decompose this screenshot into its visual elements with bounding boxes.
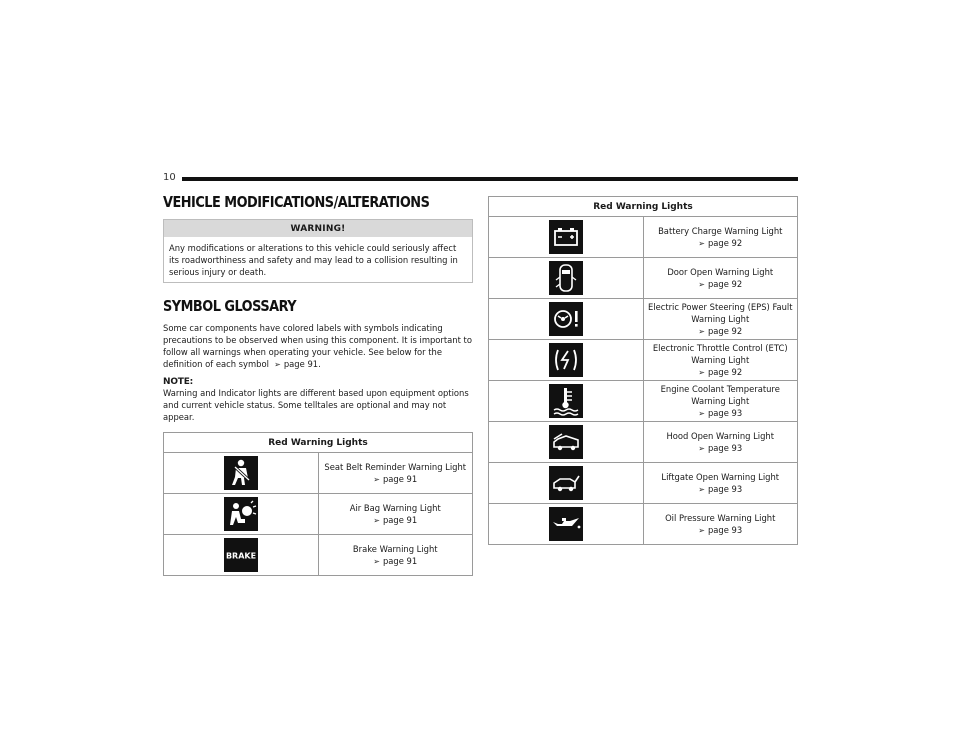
glossary-page-ref[interactable]: page 91. xyxy=(283,359,321,369)
oil-pressure-icon xyxy=(549,507,583,541)
brake-icon-text: BRAKE xyxy=(225,551,256,561)
page-ref-link[interactable]: page 92 xyxy=(707,366,743,377)
throttle-icon xyxy=(549,343,583,377)
page-ref-arrow-icon: ➢ xyxy=(373,474,380,484)
page-ref-arrow-icon: ➢ xyxy=(698,367,705,377)
section-title: VEHICLE MODIFICATIONS/ALTERATIONS xyxy=(163,193,430,211)
page-ref-link[interactable]: page 93 xyxy=(707,442,743,453)
row-label: Liftgate Open Warning Light xyxy=(661,471,780,482)
row-label: Battery Charge Warning Light xyxy=(658,225,783,236)
note-label: NOTE: xyxy=(163,377,194,387)
table-row xyxy=(489,463,798,504)
table-row xyxy=(164,494,473,535)
left-column xyxy=(163,193,473,576)
coolant-icon xyxy=(549,384,583,418)
header-rule xyxy=(182,177,798,181)
row-label: Electric Power Steering (EPS) Fault Warning Light xyxy=(647,301,793,324)
table-heading: Red Warning Lights xyxy=(164,433,473,453)
page-number: 10 xyxy=(163,172,176,183)
page-ref-link[interactable]: page 93 xyxy=(707,407,743,418)
page-ref-link[interactable]: page 93 xyxy=(707,483,743,494)
warning-box xyxy=(163,219,473,283)
row-label: Electronic Throttle Control (ETC) Warning Light xyxy=(652,342,788,365)
page-ref-arrow-icon: ➢ xyxy=(698,326,705,336)
row-label: Brake Warning Light xyxy=(352,543,438,554)
page-ref-link[interactable]: page 92 xyxy=(707,278,743,289)
glossary-text: Some car components have colored labels with symbols indicating precautions to be observed when using this component. It is important to follow all warnings when operating your vehicle. See below for the definition of each symbol xyxy=(163,323,472,369)
seat-belt-icon xyxy=(224,456,258,490)
warning-heading: WARNING! xyxy=(164,220,472,237)
page-ref-arrow-icon: ➢ xyxy=(698,279,705,289)
page-ref-arrow-icon: ➢ xyxy=(373,556,380,566)
table-row xyxy=(489,422,798,463)
page-ref-arrow-icon: ➢ xyxy=(698,408,705,418)
page-ref-link[interactable]: page 92 xyxy=(707,237,743,248)
air-bag-icon xyxy=(224,497,258,531)
page-ref-link[interactable]: page 91 xyxy=(382,473,418,484)
row-label: Hood Open Warning Light xyxy=(666,430,775,441)
table-row xyxy=(489,340,798,381)
row-label: Engine Coolant Temperature Warning Light xyxy=(660,383,780,406)
note-text: Warning and Indicator lights are different based upon equipment options and current vehicle status. Some telltales are optional and may not appear. xyxy=(163,388,469,422)
battery-icon xyxy=(549,220,583,254)
page-ref-link[interactable]: page 91 xyxy=(382,555,418,566)
door-open-icon xyxy=(549,261,583,295)
table-row xyxy=(164,535,473,576)
table-row xyxy=(489,258,798,299)
table-row xyxy=(164,453,473,494)
hood-open-icon xyxy=(549,425,583,459)
table-row xyxy=(489,299,798,340)
table-row xyxy=(489,504,798,545)
page-ref-arrow-icon: ➢ xyxy=(698,443,705,453)
page-ref-arrow-icon: ➢ xyxy=(698,525,705,535)
page-ref-link[interactable]: page 91 xyxy=(382,514,418,525)
table-row xyxy=(489,217,798,258)
row-label: Seat Belt Reminder Warning Light xyxy=(324,461,467,472)
red-warning-lights-table-left xyxy=(163,432,473,576)
row-label: Oil Pressure Warning Light xyxy=(665,512,776,523)
glossary-paragraph xyxy=(163,322,473,371)
page-ref-arrow-icon: ➢ xyxy=(698,238,705,248)
page-ref-link[interactable]: page 92 xyxy=(707,325,743,336)
row-label: Air Bag Warning Light xyxy=(349,502,441,513)
page-ref-arrow-icon: ➢ xyxy=(373,515,380,525)
red-warning-lights-table-right xyxy=(488,196,798,545)
brake-icon xyxy=(224,538,258,572)
table-heading: Red Warning Lights xyxy=(489,197,798,217)
row-label: Door Open Warning Light xyxy=(667,266,774,277)
page-ref-arrow-icon: ➢ xyxy=(698,484,705,494)
right-column xyxy=(488,196,798,545)
glossary-title: SYMBOL GLOSSARY xyxy=(163,297,297,315)
table-row xyxy=(489,381,798,422)
steering-fault-icon xyxy=(549,302,583,336)
page-ref-link[interactable]: page 93 xyxy=(707,524,743,535)
liftgate-open-icon xyxy=(549,466,583,500)
page-ref-arrow-icon: ➢ xyxy=(271,360,281,369)
warning-body: Any modifications or alterations to this vehicle could seriously affect its roadworthiness and safety and may lead to a collision resulting in serious injury or death. xyxy=(169,243,458,277)
